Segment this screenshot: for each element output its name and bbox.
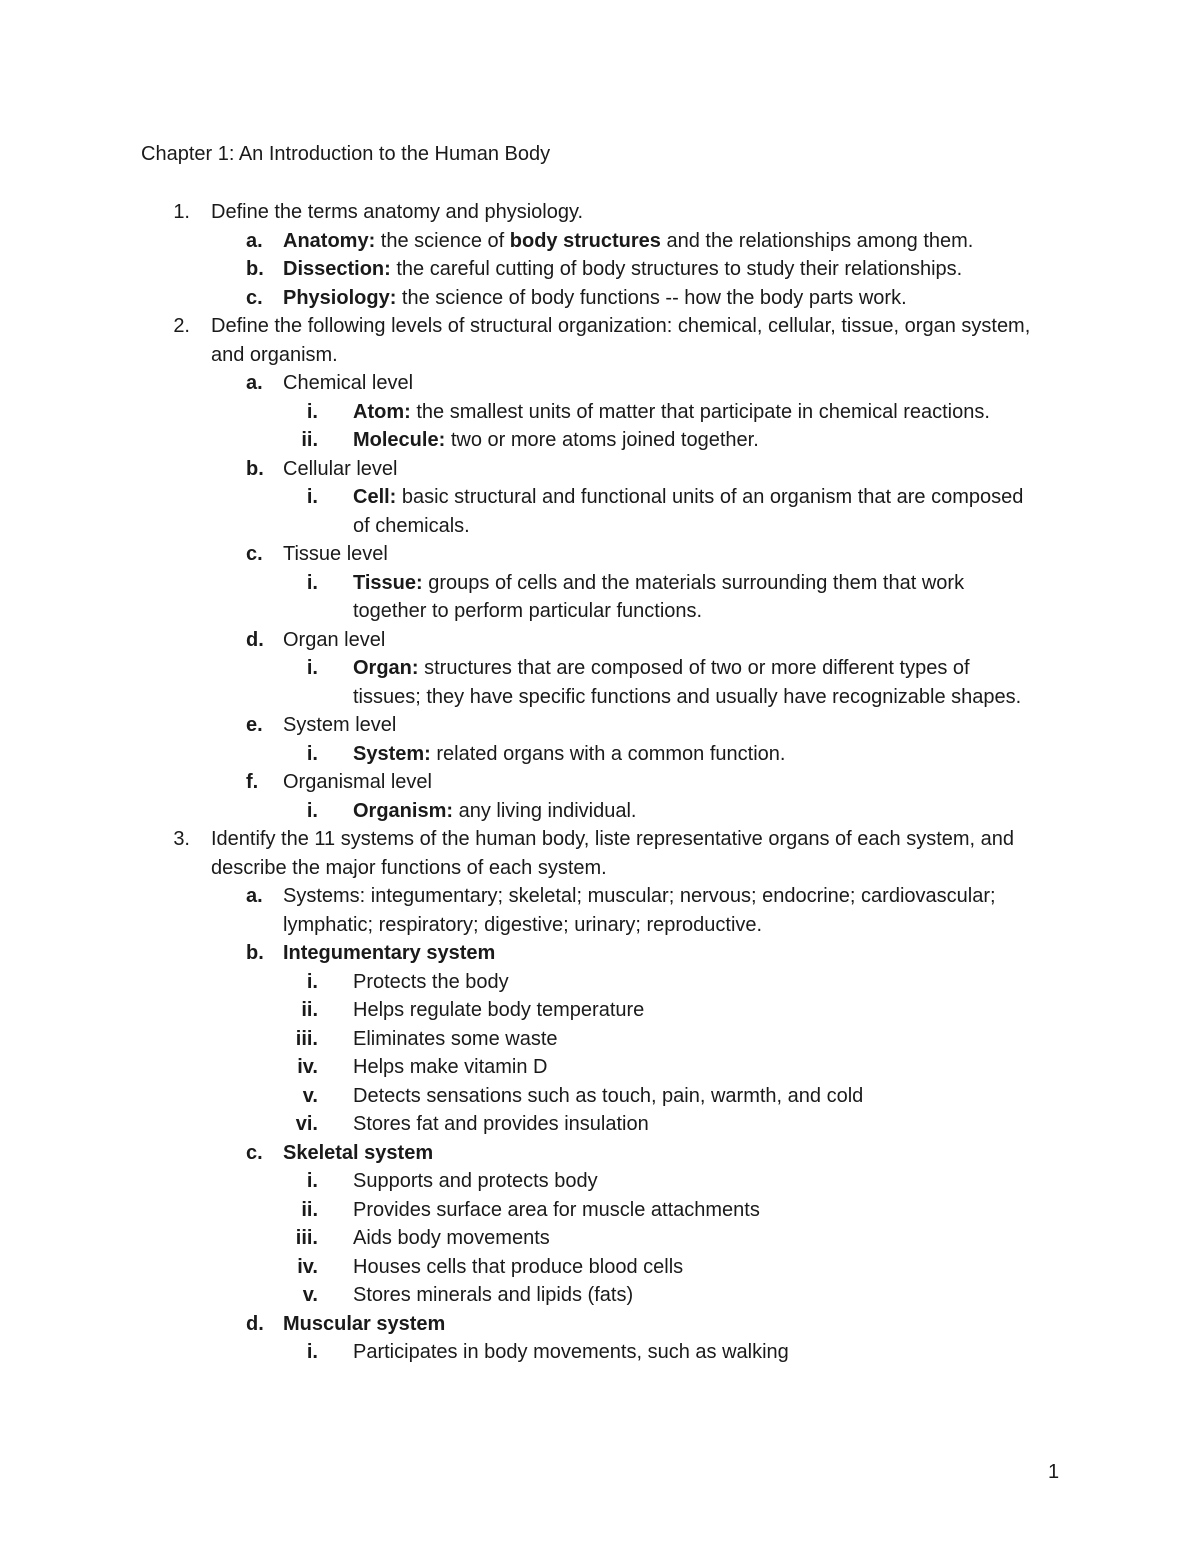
sub-sub-item <box>0 426 1200 455</box>
sub-sub-item <box>0 1253 1200 1282</box>
item-text <box>353 569 1033 626</box>
item-roman: ii. <box>301 1198 318 1221</box>
bold-term: Skeletal system <box>283 1141 434 1164</box>
item-text <box>353 1196 1033 1225</box>
item-text <box>211 312 1061 369</box>
bold-term: Organism: <box>353 799 454 822</box>
item-body: Protects the body <box>353 970 509 993</box>
item-body: any living individual. <box>458 799 637 822</box>
item-text <box>353 1253 1033 1282</box>
sub-item <box>0 1139 1200 1168</box>
item-text <box>283 255 1063 284</box>
item-body: related organs with a common function. <box>436 742 786 765</box>
bold-term: Cell: <box>353 486 397 508</box>
bold-term: Organ: <box>353 657 419 679</box>
item-body: Aids body movements <box>353 1227 550 1249</box>
item-number: 1. <box>173 201 190 223</box>
sub-item <box>0 227 1200 256</box>
item-body: the science of <box>380 229 505 252</box>
item-body: the science of body functions -- how the body parts work. <box>401 286 907 309</box>
bold-term: Atom: <box>353 400 411 423</box>
item-body: Organ level <box>283 628 386 651</box>
item-letter: a. <box>246 229 263 252</box>
item-text <box>283 626 1063 655</box>
sub-sub-item <box>0 740 1200 769</box>
sub-sub-item <box>0 483 1200 540</box>
item-letter: b. <box>246 457 264 480</box>
item-roman: i. <box>306 657 318 679</box>
bold-term: body structures <box>509 229 661 252</box>
page-number: 1 <box>1048 1461 1060 1483</box>
sub-item <box>0 455 1200 484</box>
item-roman: ii. <box>301 999 318 1021</box>
item-letter: f. <box>246 771 259 793</box>
item-text <box>353 1281 1033 1310</box>
item-body: Stores fat and provides insulation <box>353 1113 649 1135</box>
item-roman: iv. <box>297 1056 318 1078</box>
item-text <box>211 825 1061 882</box>
sub-sub-item <box>0 797 1200 826</box>
item-roman: iii. <box>295 1227 318 1249</box>
item-body: and the relationships among them. <box>666 229 974 252</box>
item-body: Detects sensations such as touch, pain, warmth, and cold <box>353 1084 864 1107</box>
item-text <box>353 1025 1033 1054</box>
item-body: groups of cells and the materials surrounding them that work together to perform particular functions. <box>353 571 965 622</box>
item-body: the careful cutting of body structures to study their relationships. <box>396 258 963 280</box>
sub-sub-item <box>0 1025 1200 1054</box>
item-body: basic structural and functional units of an organism that are composed of chemicals. <box>353 486 1024 537</box>
sub-item <box>0 540 1200 569</box>
item-roman: i. <box>306 742 318 765</box>
sub-sub-item <box>0 1053 1200 1082</box>
sub-sub-item <box>0 569 1200 626</box>
sub-sub-item <box>0 968 1200 997</box>
item-body: Define the terms anatomy and physiology. <box>211 201 584 223</box>
item-letter: a. <box>246 372 263 394</box>
item-body: Houses cells that produce blood cells <box>353 1255 684 1278</box>
item-letter: c. <box>246 543 263 565</box>
item-text <box>353 483 1033 540</box>
item-text <box>353 797 1033 826</box>
item-roman: i. <box>306 1341 318 1363</box>
sub-item <box>0 255 1200 284</box>
item-text <box>353 398 1033 427</box>
item-body: Identify the 11 systems of the human body, liste representative organs of each system, and describe the major functions of each system. <box>211 828 1015 879</box>
item-body: Define the following levels of structural organization: chemical, cellular, tissue, organ system, and organism. <box>211 315 1031 366</box>
item-roman: i. <box>306 400 318 423</box>
item-text <box>283 768 1063 797</box>
item-text <box>283 540 1063 569</box>
item-text <box>353 654 1033 711</box>
item-body: Helps make vitamin D <box>353 1056 548 1078</box>
item-roman: ii. <box>301 429 318 451</box>
item-body: Stores minerals and lipids (fats) <box>353 1284 634 1306</box>
item-roman: iv. <box>297 1255 318 1278</box>
item-letter: d. <box>246 1312 264 1335</box>
sub-sub-item <box>0 1082 1200 1111</box>
item-letter: c. <box>246 1141 263 1164</box>
item-text <box>283 711 1063 740</box>
item-text <box>353 968 1033 997</box>
item-text <box>211 198 1061 227</box>
list-item-2 <box>0 312 1200 369</box>
item-roman: vi. <box>295 1113 318 1135</box>
sub-item <box>0 1310 1200 1339</box>
item-text <box>353 1338 1033 1367</box>
item-text <box>283 227 1063 256</box>
bold-term: Muscular system <box>283 1312 446 1335</box>
item-body: structures that are composed of two or more different types of tissues; they have specific functions and usually have recognizable shapes. <box>353 657 1022 708</box>
item-body: Supports and protects body <box>353 1170 598 1192</box>
outline-list <box>0 198 1200 1367</box>
sub-sub-item <box>0 1338 1200 1367</box>
item-letter: a. <box>246 885 263 907</box>
item-letter: e. <box>246 714 263 736</box>
sub-item <box>0 284 1200 313</box>
item-text <box>353 1224 1033 1253</box>
sub-sub-item <box>0 654 1200 711</box>
item-roman: v. <box>302 1284 318 1306</box>
item-roman: i. <box>306 799 318 822</box>
list-item-1 <box>0 198 1200 227</box>
bold-term: Molecule: <box>353 429 446 451</box>
bold-term: Tissue: <box>353 571 423 594</box>
sub-sub-item <box>0 1224 1200 1253</box>
item-body: Systems: integumentary; skeletal; muscular; nervous; endocrine; cardiovascular; lymphatic; respiratory; digestive; urinary; reproductive. <box>283 885 996 936</box>
item-number: 2. <box>173 315 190 337</box>
sub-item <box>0 882 1200 939</box>
bold-term: System: <box>353 742 431 765</box>
sub-sub-item <box>0 1167 1200 1196</box>
item-text <box>283 1310 1063 1339</box>
page-title: Chapter 1: An Introduction to the Human Body <box>141 143 551 165</box>
item-body: Organismal level <box>283 771 432 793</box>
sub-item <box>0 711 1200 740</box>
item-text <box>353 426 1033 455</box>
item-letter: b. <box>246 942 264 964</box>
item-body: Chemical level <box>283 372 414 394</box>
item-body: Tissue level <box>283 543 388 565</box>
item-roman: i. <box>306 571 318 594</box>
sub-item <box>0 768 1200 797</box>
bold-term: Dissection: <box>283 258 391 280</box>
item-body: two or more atoms joined together. <box>450 429 759 451</box>
bold-term: Integumentary system <box>283 942 496 964</box>
item-letter: d. <box>246 628 264 651</box>
item-roman: iii. <box>295 1027 318 1050</box>
item-roman: v. <box>302 1084 318 1107</box>
item-body: Provides surface area for muscle attachments <box>353 1198 760 1221</box>
sub-item <box>0 939 1200 968</box>
item-body: the smallest units of matter that participate in chemical reactions. <box>416 400 990 423</box>
sub-sub-item <box>0 996 1200 1025</box>
item-text <box>283 1139 1063 1168</box>
item-roman: i. <box>306 486 318 508</box>
item-body: System level <box>283 714 397 736</box>
sub-item <box>0 369 1200 398</box>
sub-sub-item <box>0 1196 1200 1225</box>
item-text <box>283 455 1063 484</box>
item-roman: i. <box>306 1170 318 1192</box>
item-body: Cellular level <box>283 457 398 480</box>
item-letter: b. <box>246 258 264 280</box>
bold-term: Anatomy: <box>283 229 376 252</box>
item-body: Eliminates some waste <box>353 1027 558 1050</box>
item-roman: i. <box>306 970 318 993</box>
item-text <box>353 740 1033 769</box>
item-number: 3. <box>173 828 190 850</box>
item-body: Helps regulate body temperature <box>353 999 645 1021</box>
item-body: Participates in body movements, such as walking <box>353 1341 789 1363</box>
sub-item <box>0 626 1200 655</box>
item-text <box>283 284 1063 313</box>
item-text <box>353 1167 1033 1196</box>
item-text <box>283 369 1063 398</box>
item-letter: c. <box>246 286 263 309</box>
item-text <box>283 939 1063 968</box>
item-text <box>353 1082 1033 1111</box>
item-text <box>283 882 1063 939</box>
sub-sub-item <box>0 398 1200 427</box>
item-text <box>353 1110 1033 1139</box>
sub-sub-item <box>0 1281 1200 1310</box>
bold-term: Physiology: <box>283 286 397 309</box>
list-item-3 <box>0 825 1200 882</box>
sub-sub-item <box>0 1110 1200 1139</box>
item-text <box>353 996 1033 1025</box>
item-text <box>353 1053 1033 1082</box>
